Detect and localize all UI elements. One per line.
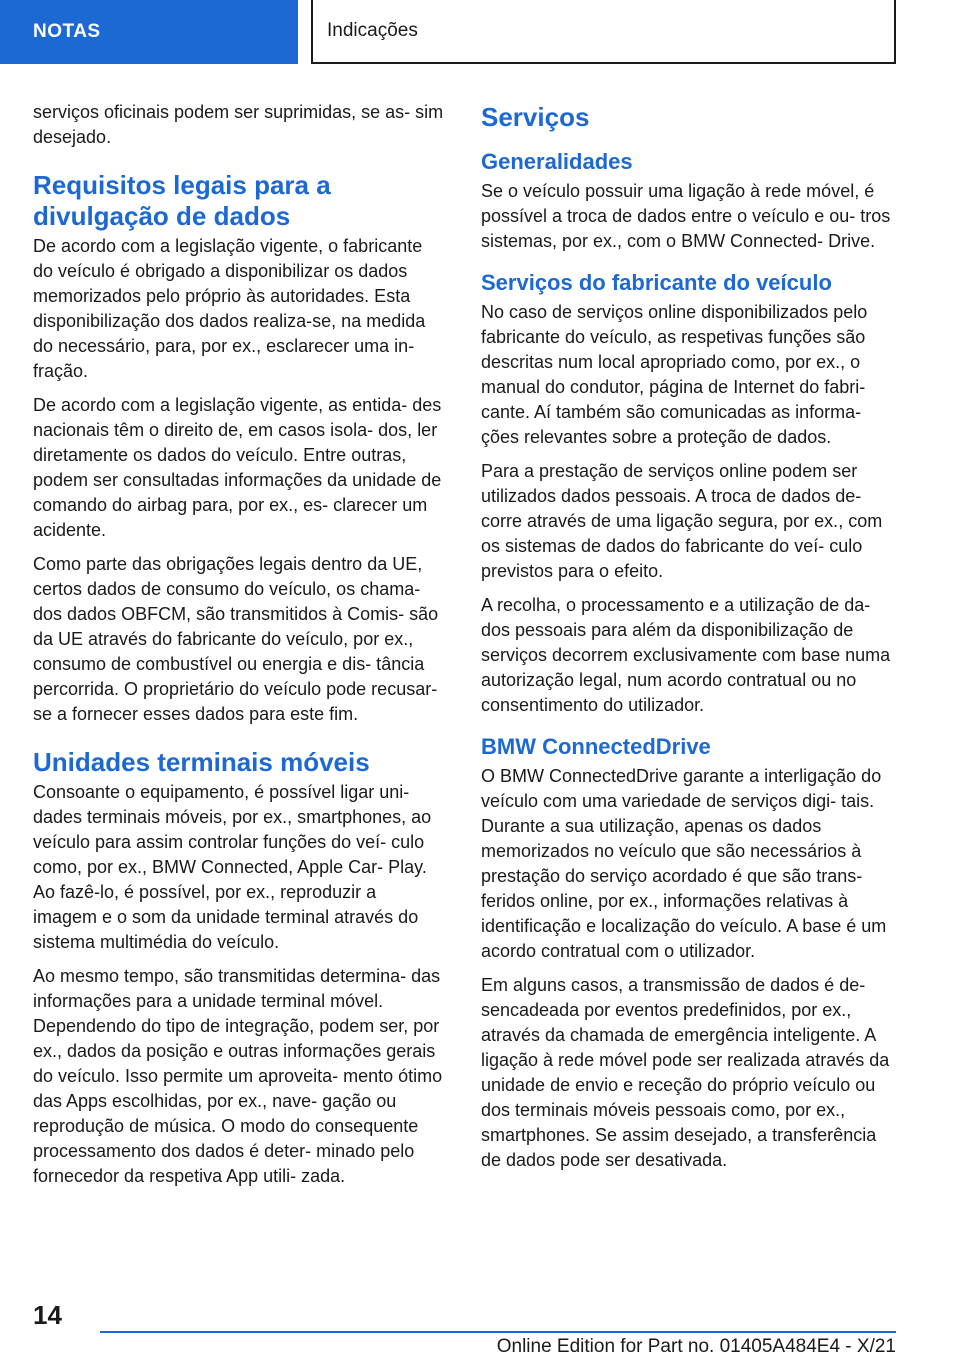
paragraph: serviços oficinais podem ser suprimidas, se as‐ sim desejado. <box>33 102 444 147</box>
paragraph: Como parte das obrigações legais dentro da UE, certos dados de consumo do veículo, os chama‐ dos dados OBFCM, são transmitidos à Comis‐ são da UE através do fabricante do veículo, por ex., consumo de combustível ou energia e dis‐ tância percorrida. O proprietário do veículo pode recusar-se a fornecer esses dados para este fim. <box>33 554 439 724</box>
paragraph: No caso de serviços online disponibilizados pelo fabricante do veículo, as respetivas funções são descritas num local apropriado como, por ex., o manual do condutor, página de Internet do fabri‐ cante. Aí também são comunicadas as informa‐ ções relevantes sobre a proteção de dados. <box>481 302 868 447</box>
heading-mobile-terminals: Unidades terminais móveis <box>33 747 370 777</box>
paragraph: Se o veículo possuir uma ligação à rede móvel, é possível a troca de dados entre o veículo e ou‐ tros sistemas, por ex., com o BMW Connected‐ Drive. <box>481 181 891 251</box>
heading-connecteddrive: BMW ConnectedDrive <box>481 734 711 759</box>
paragraph: Ao mesmo tempo, são transmitidas determina‐ das informações para a unidade terminal móvel. Dependendo do tipo de integração, podem ser, por ex., dados da posição e outras informações gerais do veículo. Isso permite um aproveita‐ mento ótimo das Apps escolhidas, por ex., nave‐ gação ou reprodução de música. O modo do consequente processamento dos dados é deter‐ minado pelo fornecedor da respetiva App utili‐ zada. <box>33 966 443 1186</box>
right-column <box>481 100 893 1182</box>
paragraph: Para a prestação de serviços online podem ser utilizados dados pessoais. A troca de dados de‐ corre através de uma ligação segura, por ex., com os sistemas de dados do fabricante do veí‐ culo previstos para o efeito. <box>481 461 883 581</box>
edition-note: Online Edition for Part no. 01405A484E4 - X/21 <box>496 1336 896 1357</box>
section-header <box>311 0 896 64</box>
chapter-tab <box>0 0 298 64</box>
left-column <box>33 100 445 1198</box>
paragraph: A recolha, o processamento e a utilização de da‐ dos pessoais para além da disponibilização de serviços decorrem exclusivamente com base numa autorização legal, num acordo contratual ou no consentimento do utilizador. <box>481 595 891 715</box>
heading-legal-requirements: Requisitos legais para a divulgação de dados <box>33 170 331 231</box>
chapter-title: NOTAS <box>33 21 101 42</box>
heading-manufacturer-services: Serviços do fabricante do veículo <box>481 270 832 295</box>
paragraph: Em alguns casos, a transmissão de dados é de‐ sencadeada por eventos predefinidos, por ex., através da chamada de emergência inteligente. A ligação à rede móvel pode ser realizada através da unidade de envio e receção do próprio veículo ou dos terminais móveis pessoais como, por ex., smartphones. Se assim desejado, a transferência de dados pode ser desativada. <box>481 975 890 1170</box>
section-title: Indicações <box>327 20 418 41</box>
paragraph: De acordo com a legislação vigente, o fabricante do veículo é obrigado a disponibilizar os dados memorizados pelo próprio às autoridades. Esta disponibilização dos dados realiza-se, na medida do necessário, para, por ex., esclarecer uma in‐ fração. <box>33 236 426 381</box>
heading-services: Serviços <box>481 102 590 132</box>
paragraph: De acordo com a legislação vigente, as entida‐ des nacionais têm o direito de, em casos isola‐ dos, ler diretamente os dados do veículo. Entre outras, podem ser consultadas informações da unidade de comando do airbag para, por ex., es‐ clarecer um acidente. <box>33 395 442 540</box>
heading-general: Generalidades <box>481 149 633 174</box>
footer-divider <box>100 1331 896 1333</box>
paragraph: O BMW ConnectedDrive garante a interligação do veículo com uma variedade de serviços digi‐ tais. Durante a sua utilização, apenas os dados memorizados no veículo que são necessários à prestação do serviço acordado é que são trans‐ feridos online, por ex., informações relativas à identificação e localização do veículo. A base é um acordo contratual com o utilizador. <box>481 766 887 961</box>
page-number: 14 <box>33 1300 62 1330</box>
paragraph: Consoante o equipamento, é possível ligar uni‐ dades terminais móveis, por ex., smartphones, ao veículo para assim controlar funções do veí‐ culo como, por ex., BMW Connected, Apple Car‐ Play. Ao fazê-lo, é possível, por ex., reproduzir a imagem e o som da unidade terminal através do sistema multimédia do veículo. <box>33 782 432 952</box>
